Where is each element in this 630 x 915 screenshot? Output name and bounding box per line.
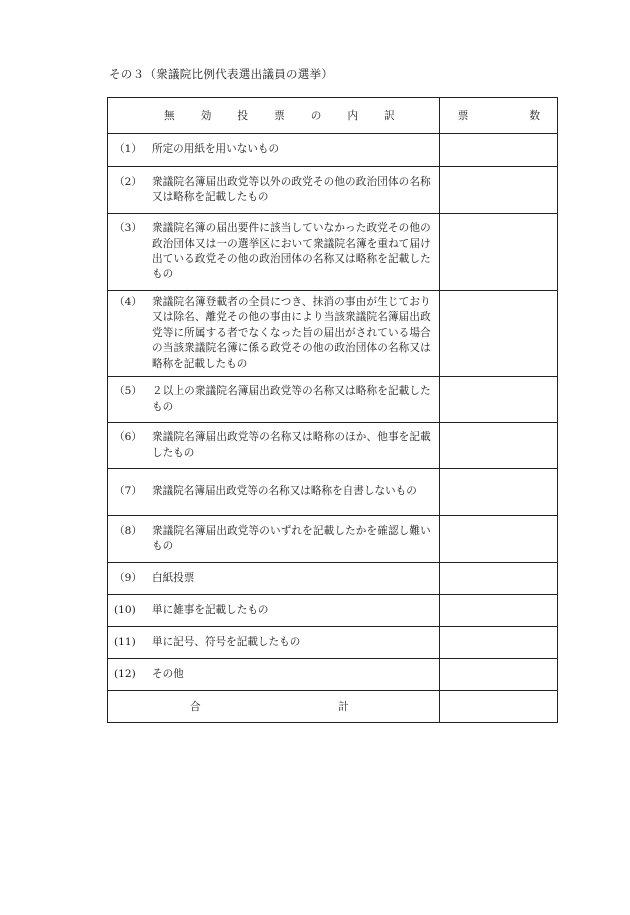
- row-description: [108, 516, 440, 563]
- total-label: [108, 691, 440, 723]
- table-row: [108, 627, 558, 659]
- row-count-cell[interactable]: [439, 134, 557, 167]
- row-description: [108, 659, 440, 691]
- header-count: [439, 98, 557, 134]
- table-row: [108, 214, 558, 291]
- row-description: [108, 627, 440, 659]
- row-number: （3）: [114, 222, 142, 235]
- table-row: [108, 469, 558, 516]
- row-count-cell[interactable]: [439, 516, 557, 563]
- row-count-cell[interactable]: [439, 423, 557, 469]
- row-number: (11): [114, 635, 136, 648]
- row-description: [108, 214, 440, 291]
- header-char: の: [310, 110, 322, 122]
- row-description: [108, 377, 440, 423]
- row-number: (10): [114, 603, 136, 616]
- table-row: [108, 377, 558, 423]
- row-text: 衆議院名簿届出政党等以外の政党その他の政治団体の名称又は略称を記載したもの: [152, 175, 431, 203]
- total-char: 計: [338, 701, 349, 713]
- header-char: 無: [164, 110, 175, 122]
- row-number: （4）: [114, 295, 142, 308]
- row-description: [108, 134, 440, 167]
- header-char: 票: [457, 110, 469, 122]
- row-number: （2）: [114, 175, 142, 188]
- row-description: [108, 423, 440, 469]
- table-header-row: [108, 98, 558, 134]
- row-text: ２以上の衆議院名簿届出政党等の名称又は略称を記載したもの: [152, 385, 431, 413]
- table-row: [108, 167, 558, 214]
- header-char: 訳: [384, 110, 395, 122]
- table-row: [108, 659, 558, 691]
- row-text: 衆議院名簿届出政党等の名称又は略称を自書しないもの: [152, 485, 417, 498]
- table-row: [108, 516, 558, 563]
- row-text: 単に雑事を記載したもの: [152, 603, 269, 616]
- invalid-vote-table: [107, 97, 558, 723]
- row-number: (12): [114, 667, 136, 680]
- row-count-cell[interactable]: [439, 214, 557, 291]
- row-description: [108, 595, 440, 627]
- table-row: [108, 595, 558, 627]
- row-text: その他: [152, 667, 184, 680]
- row-description: [108, 167, 440, 214]
- row-number: （5）: [114, 385, 142, 398]
- table-row: [108, 291, 558, 377]
- row-number: （6）: [114, 431, 142, 444]
- section-heading: その３（衆議院比例代表選出議員の選挙）: [109, 67, 334, 81]
- row-number: （9）: [114, 571, 142, 584]
- row-text: 所定の用紙を用いないもの: [152, 143, 280, 156]
- row-count-cell[interactable]: [439, 377, 557, 423]
- row-count-cell[interactable]: [439, 595, 557, 627]
- row-text: 衆議院名簿登載者の全員につき、抹消の事由が生じており又は除名、離党その他の事由により当該衆議院名簿届出政党等に所属する者でなくなった旨の届出がされている場合の当該衆議院名簿に係る政党その他の政治団体の名称又は略称を記載したもの: [152, 295, 431, 370]
- row-text: 衆議院名簿届出政党等の名称又は略称のほか、他事を記載したもの: [152, 431, 431, 459]
- header-char: 投: [237, 110, 248, 122]
- row-count-cell[interactable]: [439, 167, 557, 214]
- total-count-cell[interactable]: [439, 691, 557, 723]
- row-count-cell[interactable]: [439, 627, 557, 659]
- row-number: （7）: [114, 485, 142, 498]
- row-number: （1）: [114, 143, 142, 156]
- row-description: [108, 291, 440, 377]
- row-number: （8）: [114, 524, 142, 537]
- row-text: 衆議院名簿届出政党等のいずれを記載したかを確認し難いもの: [152, 524, 431, 552]
- table-row: [108, 563, 558, 595]
- row-description: [108, 563, 440, 595]
- row-count-cell[interactable]: [439, 659, 557, 691]
- header-char: 効: [200, 110, 212, 122]
- table-row: [108, 423, 558, 469]
- row-text: 単に記号、符号を記載したもの: [152, 635, 301, 648]
- header-char: 票: [274, 110, 285, 122]
- row-count-cell[interactable]: [439, 563, 557, 595]
- row-text: 白紙投票: [152, 571, 195, 584]
- row-count-cell[interactable]: [439, 291, 557, 377]
- total-row: [108, 691, 558, 723]
- row-count-cell[interactable]: [439, 469, 557, 516]
- header-description: [108, 98, 440, 134]
- row-description: [108, 469, 440, 516]
- table-row: [108, 134, 558, 167]
- header-char: 内: [347, 110, 359, 122]
- total-char: 合: [190, 701, 201, 713]
- row-text: 衆議院名簿の届出要件に該当していなかった政党その他の政治団体又は一の選挙区において衆議院名簿を重ねて届け出ている政党その他の政治団体の名称又は略称を記載したもの: [152, 222, 431, 281]
- header-char: 数: [529, 110, 540, 122]
